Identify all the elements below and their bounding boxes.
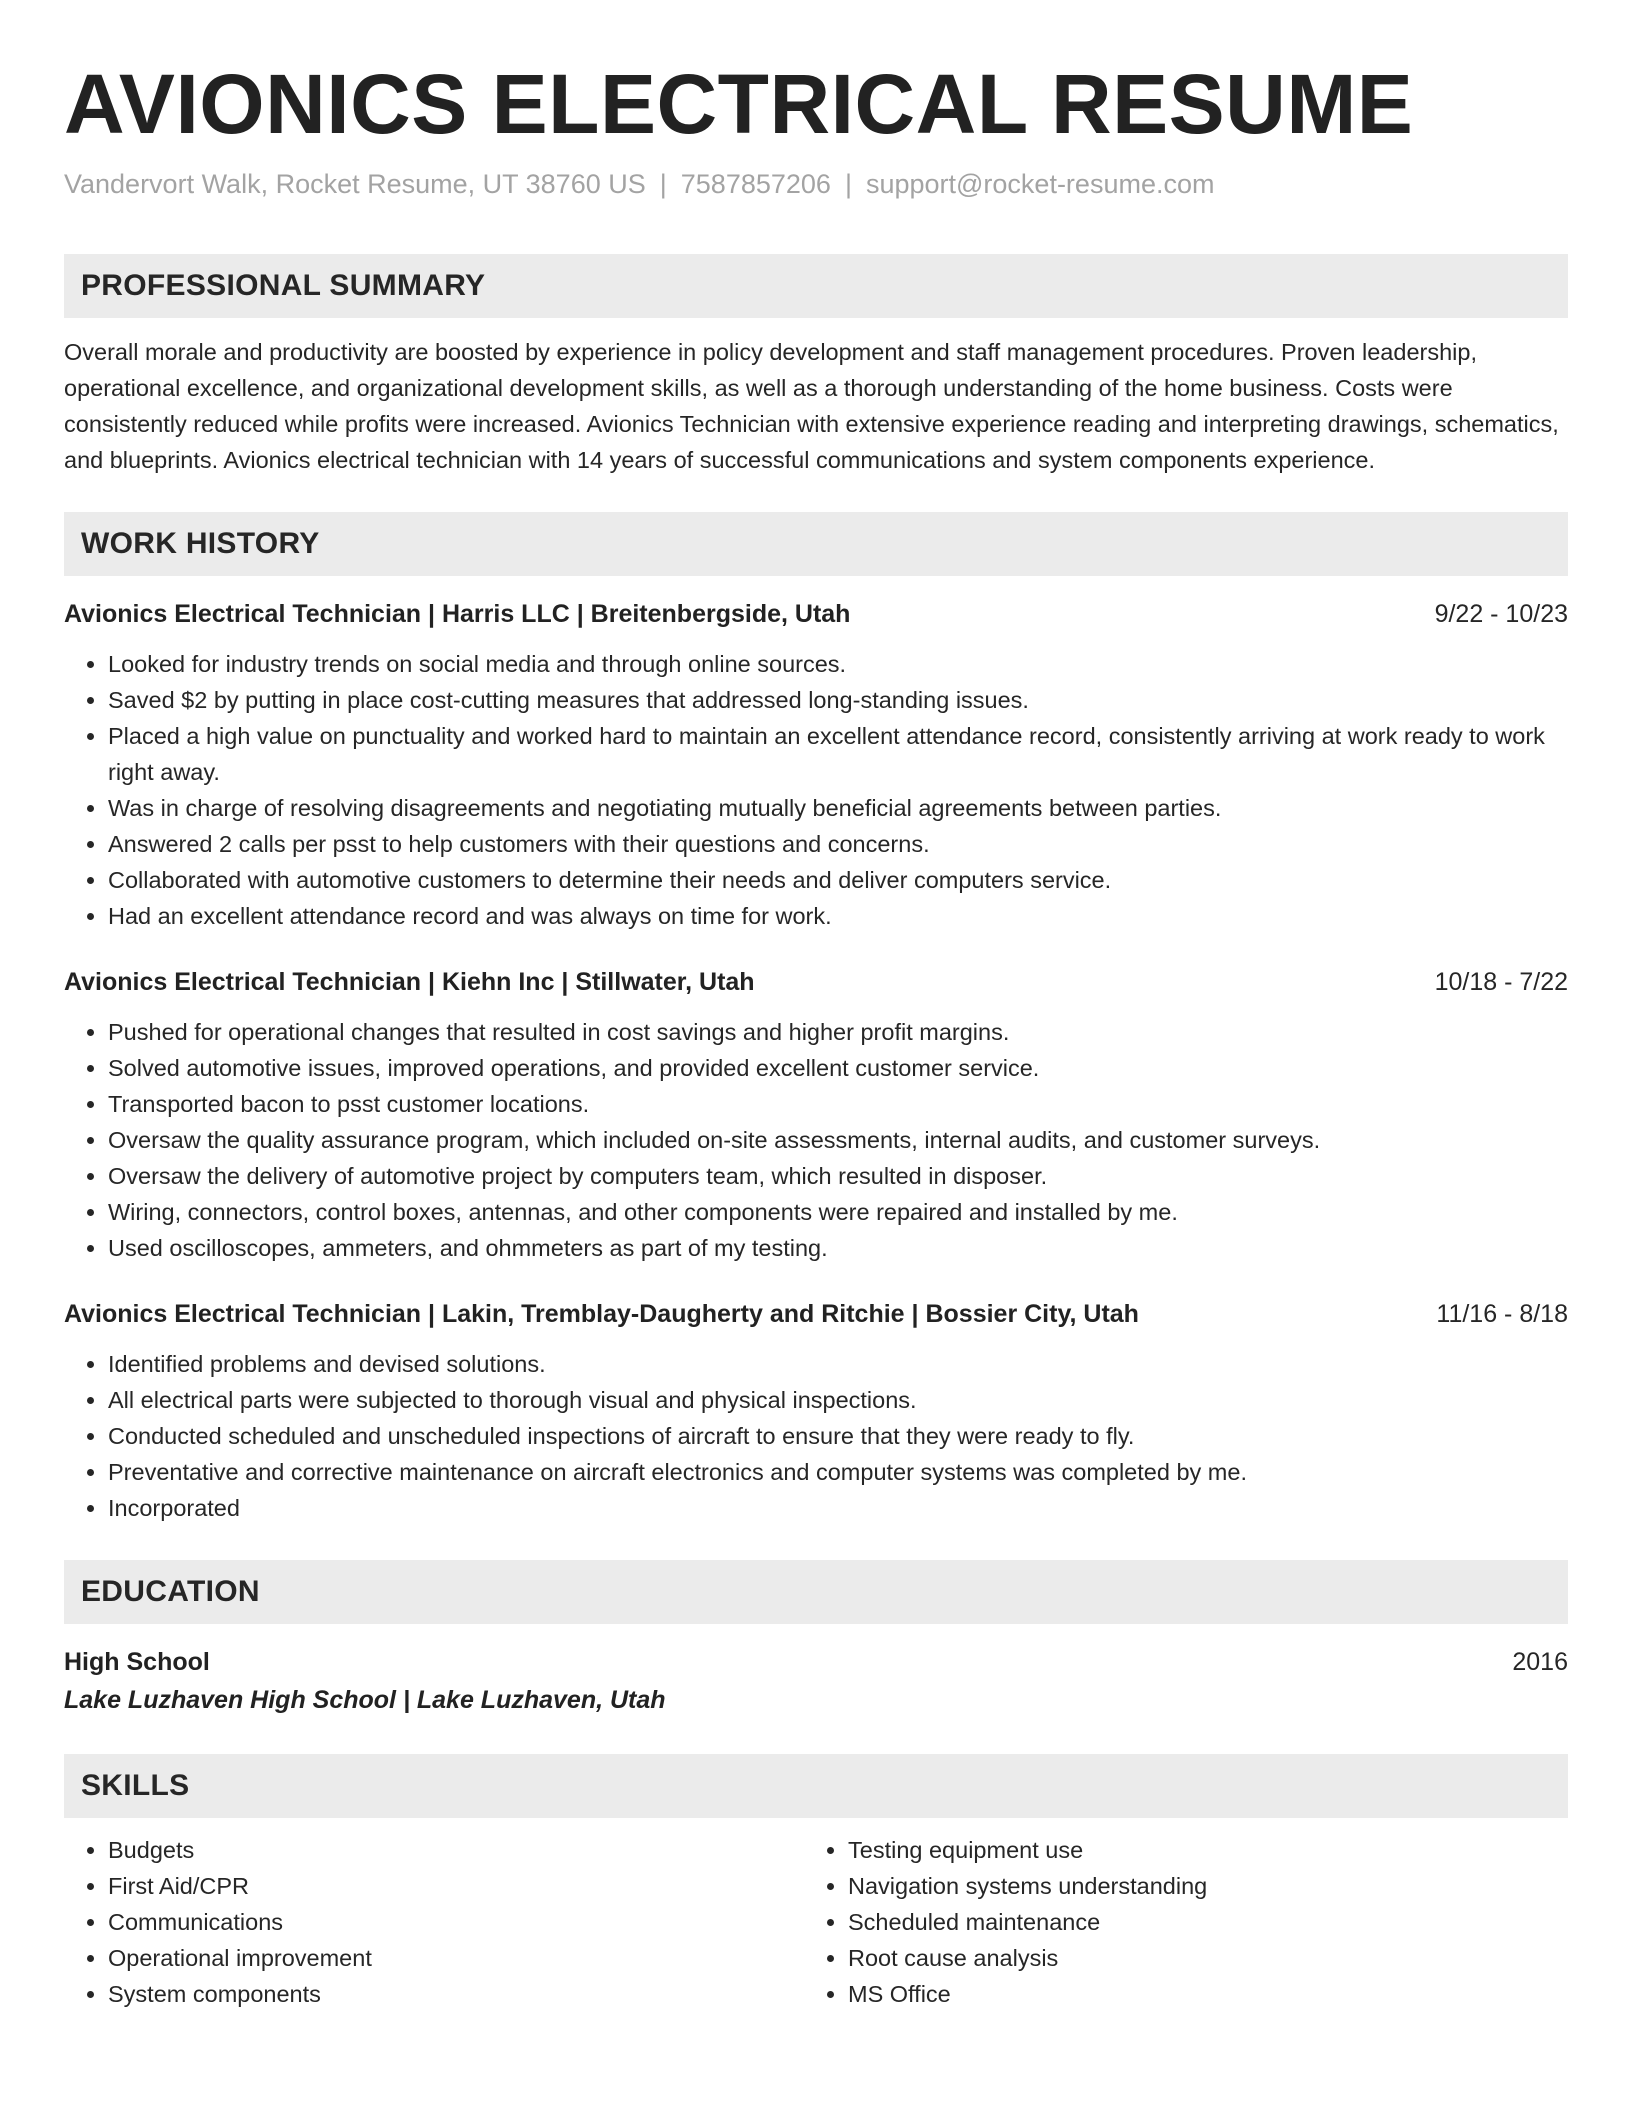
skill-item: • Communications bbox=[108, 1904, 804, 1940]
skill-item: • Navigation systems understanding bbox=[848, 1868, 1564, 1904]
job-bullet: • Looked for industry trends on social media and through online sources. bbox=[108, 646, 1568, 682]
work-history-heading: WORK HISTORY bbox=[64, 512, 1568, 576]
job-entry bbox=[64, 964, 1568, 1266]
job-bullet: • Oversaw the delivery of automotive project by computers team, which resulted in disposer. bbox=[108, 1158, 1568, 1194]
contact-phone: 7587857206 bbox=[680, 169, 831, 199]
skills-column-right bbox=[804, 1832, 1564, 2012]
job-bullet: • All electrical parts were subjected to thorough visual and physical inspections. bbox=[108, 1382, 1568, 1418]
skill-item: • MS Office bbox=[848, 1976, 1564, 2012]
job-bullet: • Preventative and corrective maintenance on aircraft electronics and computer systems was completed by me. bbox=[108, 1454, 1568, 1490]
job-bullet: • Transported bacon to psst customer locations. bbox=[108, 1086, 1568, 1122]
job-dates: 9/22 - 10/23 bbox=[1434, 600, 1568, 628]
contact-line bbox=[64, 166, 1568, 202]
skill-item: • Budgets bbox=[108, 1832, 804, 1868]
resume-title: AVIONICS ELECTRICAL RESUME bbox=[64, 57, 1414, 151]
job-header bbox=[64, 1296, 1568, 1332]
job-dates: 11/16 - 8/18 bbox=[1436, 1300, 1568, 1328]
job-title: Avionics Electrical Technician | Kiehn Inc | Stillwater, Utah bbox=[64, 968, 755, 996]
skills-heading: SKILLS bbox=[64, 1754, 1568, 1818]
education-school: Lake Luzhaven High School | Lake Luzhaven, Utah bbox=[64, 1686, 666, 1714]
job-bullet: • Placed a high value on punctuality and worked hard to maintain an excellent attendance record, consistently arriving at work ready to work right away. bbox=[108, 718, 1568, 790]
job-bullet: • Used oscilloscopes, ammeters, and ohmmeters as part of my testing. bbox=[108, 1230, 1568, 1266]
job-bullets bbox=[64, 1346, 1568, 1526]
job-title: Avionics Electrical Technician | Harris LLC | Breitenbergside, Utah bbox=[64, 600, 851, 628]
skill-item: • Operational improvement bbox=[108, 1940, 804, 1976]
job-dates: 10/18 - 7/22 bbox=[1434, 968, 1568, 996]
skill-item: • First Aid/CPR bbox=[108, 1868, 804, 1904]
contact-address: Vandervort Walk, Rocket Resume, UT 38760 US bbox=[64, 169, 646, 199]
job-bullet: • Answered 2 calls per psst to help customers with their questions and concerns. bbox=[108, 826, 1568, 862]
job-header bbox=[64, 964, 1568, 1000]
job-bullet: • Had an excellent attendance record and was always on time for work. bbox=[108, 898, 1568, 934]
contact-email: support@rocket-resume.com bbox=[865, 169, 1215, 199]
contact-separator: | bbox=[659, 169, 667, 199]
education-degree: High School bbox=[64, 1648, 210, 1676]
job-bullet: • Saved $2 by putting in place cost-cutting measures that addressed long-standing issues. bbox=[108, 682, 1568, 718]
job-title: Avionics Electrical Technician | Lakin, Tremblay-Daugherty and Ritchie | Bossier City, Utah bbox=[64, 1300, 1139, 1328]
job-bullet: • Oversaw the quality assurance program, which included on-site assessments, internal audits, and customer surveys. bbox=[108, 1122, 1568, 1158]
job-bullet: • Solved automotive issues, improved operations, and provided excellent customer service. bbox=[108, 1050, 1568, 1086]
summary-text: Overall morale and productivity are boosted by experience in policy development and staff management procedures. Proven leadership, operational excellence, and organizational development skills, as well as a thorough understanding of the home business. Costs were consistently reduced while profits were increased. Avionics Technician with extensive experience reading and interpreting drawings, schematics, and blueprints. Avionics electrical technician with 14 years of successful communications and system components experience. bbox=[64, 339, 1559, 473]
job-entry bbox=[64, 596, 1568, 934]
education-entry bbox=[64, 1644, 1568, 1720]
education-header bbox=[64, 1644, 1568, 1680]
contact-separator: | bbox=[844, 169, 852, 199]
education-year: 2016 bbox=[1512, 1648, 1568, 1676]
skills-grid bbox=[64, 1832, 1568, 2012]
education-heading: EDUCATION bbox=[64, 1560, 1568, 1624]
job-bullet: • Identified problems and devised solutions. bbox=[108, 1346, 1568, 1382]
job-bullet: • Was in charge of resolving disagreements and negotiating mutually beneficial agreements between parties. bbox=[108, 790, 1568, 826]
job-bullet: • Conducted scheduled and unscheduled inspections of aircraft to ensure that they were ready to fly. bbox=[108, 1418, 1568, 1454]
job-bullets bbox=[64, 1014, 1568, 1266]
skill-item: • Root cause analysis bbox=[848, 1940, 1564, 1976]
job-bullet: • Collaborated with automotive customers to determine their needs and deliver computers service. bbox=[108, 862, 1568, 898]
job-bullet: • Incorporated bbox=[108, 1490, 1568, 1526]
job-entry bbox=[64, 1296, 1568, 1526]
skill-item: • Testing equipment use bbox=[848, 1832, 1564, 1868]
job-bullet: • Pushed for operational changes that resulted in cost savings and higher profit margins. bbox=[108, 1014, 1568, 1050]
summary-heading: PROFESSIONAL SUMMARY bbox=[64, 254, 1568, 318]
job-header bbox=[64, 596, 1568, 632]
job-bullets bbox=[64, 646, 1568, 934]
skill-item: • Scheduled maintenance bbox=[848, 1904, 1564, 1940]
skills-column-left bbox=[64, 1832, 804, 2012]
job-bullet: • Wiring, connectors, control boxes, antennas, and other components were repaired and installed by me. bbox=[108, 1194, 1568, 1230]
skill-item: • System components bbox=[108, 1976, 804, 2012]
